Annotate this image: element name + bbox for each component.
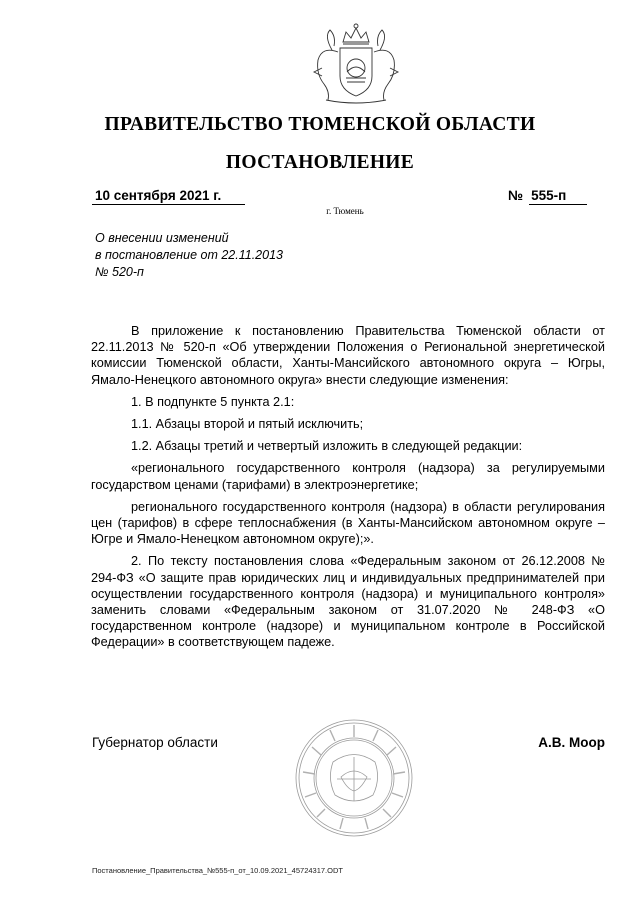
subject-line: в постановление от 22.11.2013	[95, 248, 283, 262]
subject-line: № 520-п	[95, 265, 144, 279]
signer-title: Губернатор области	[92, 735, 218, 750]
document-number	[508, 188, 604, 205]
document-subject	[95, 230, 355, 281]
body-paragraph: регионального государственного контроля (надзора) в области регулирования цен (тарифов) в сфере теплоснабжения (в Ханты-Мансийском автономном округе – Югре и Ямало-Ненецком автономном округе);».	[91, 499, 605, 547]
document-body	[91, 323, 605, 657]
document-date: 10 сентября 2021 г.	[92, 188, 245, 205]
body-paragraph: 1.1. Абзацы второй и пятый исключить;	[131, 417, 364, 432]
document-type: ПОСТАНОВЛЕНИЕ	[225, 152, 415, 173]
subject-line: О внесении изменений	[95, 231, 229, 245]
stamp-seal-icon	[293, 717, 415, 839]
number-value: 555-п	[529, 188, 587, 205]
body-paragraph: 2. По тексту постановления слова «Федеральным законом от 26.12.2008 № 294-ФЗ «О защите прав юридических лиц и индивидуальных предпринимателей при осуществлении государственного контроля (надзора) и муниципального контроля» заменить словами «Федеральным законом от 31.07.2020 № 248-ФЗ «О государственном контроле (надзоре) и муниципальном контроле в Российской Федерации» в соответствующем падеже.	[91, 554, 605, 650]
body-paragraph: «регионального государственного контроля (надзора) за регулируемыми государством ценами (тарифами) в электроэнергетике;	[91, 461, 605, 492]
organization-title: ПРАВИТЕЛЬСТВО ТЮМЕНСКОЙ ОБЛАСТИ	[104, 114, 536, 135]
body-paragraph: 1.2. Абзацы третий и четвертый изложить в следующей редакции:	[131, 439, 523, 454]
body-paragraph: В приложение к постановлению Правительства Тюменской области от 22.11.2013 № 520-п «Об утверждении Положения о Региональной энергетической комиссии Тюменской области, Ханты-Мансийского автономного округа – Югры, Ямало-Ненецкого автономного округа» внести следующие изменения:	[91, 324, 605, 387]
number-prefix: №	[508, 188, 524, 203]
signer-name: А.В. Моор	[538, 735, 605, 750]
footer-filename: Постановление_Правительства_№555-п_от_10.09.2021_45724317.ODT	[92, 866, 343, 875]
city-name: г. Тюмень	[326, 206, 364, 216]
body-paragraph: 1. В подпункте 5 пункта 2.1:	[131, 394, 295, 409]
coat-of-arms-icon	[310, 22, 402, 104]
